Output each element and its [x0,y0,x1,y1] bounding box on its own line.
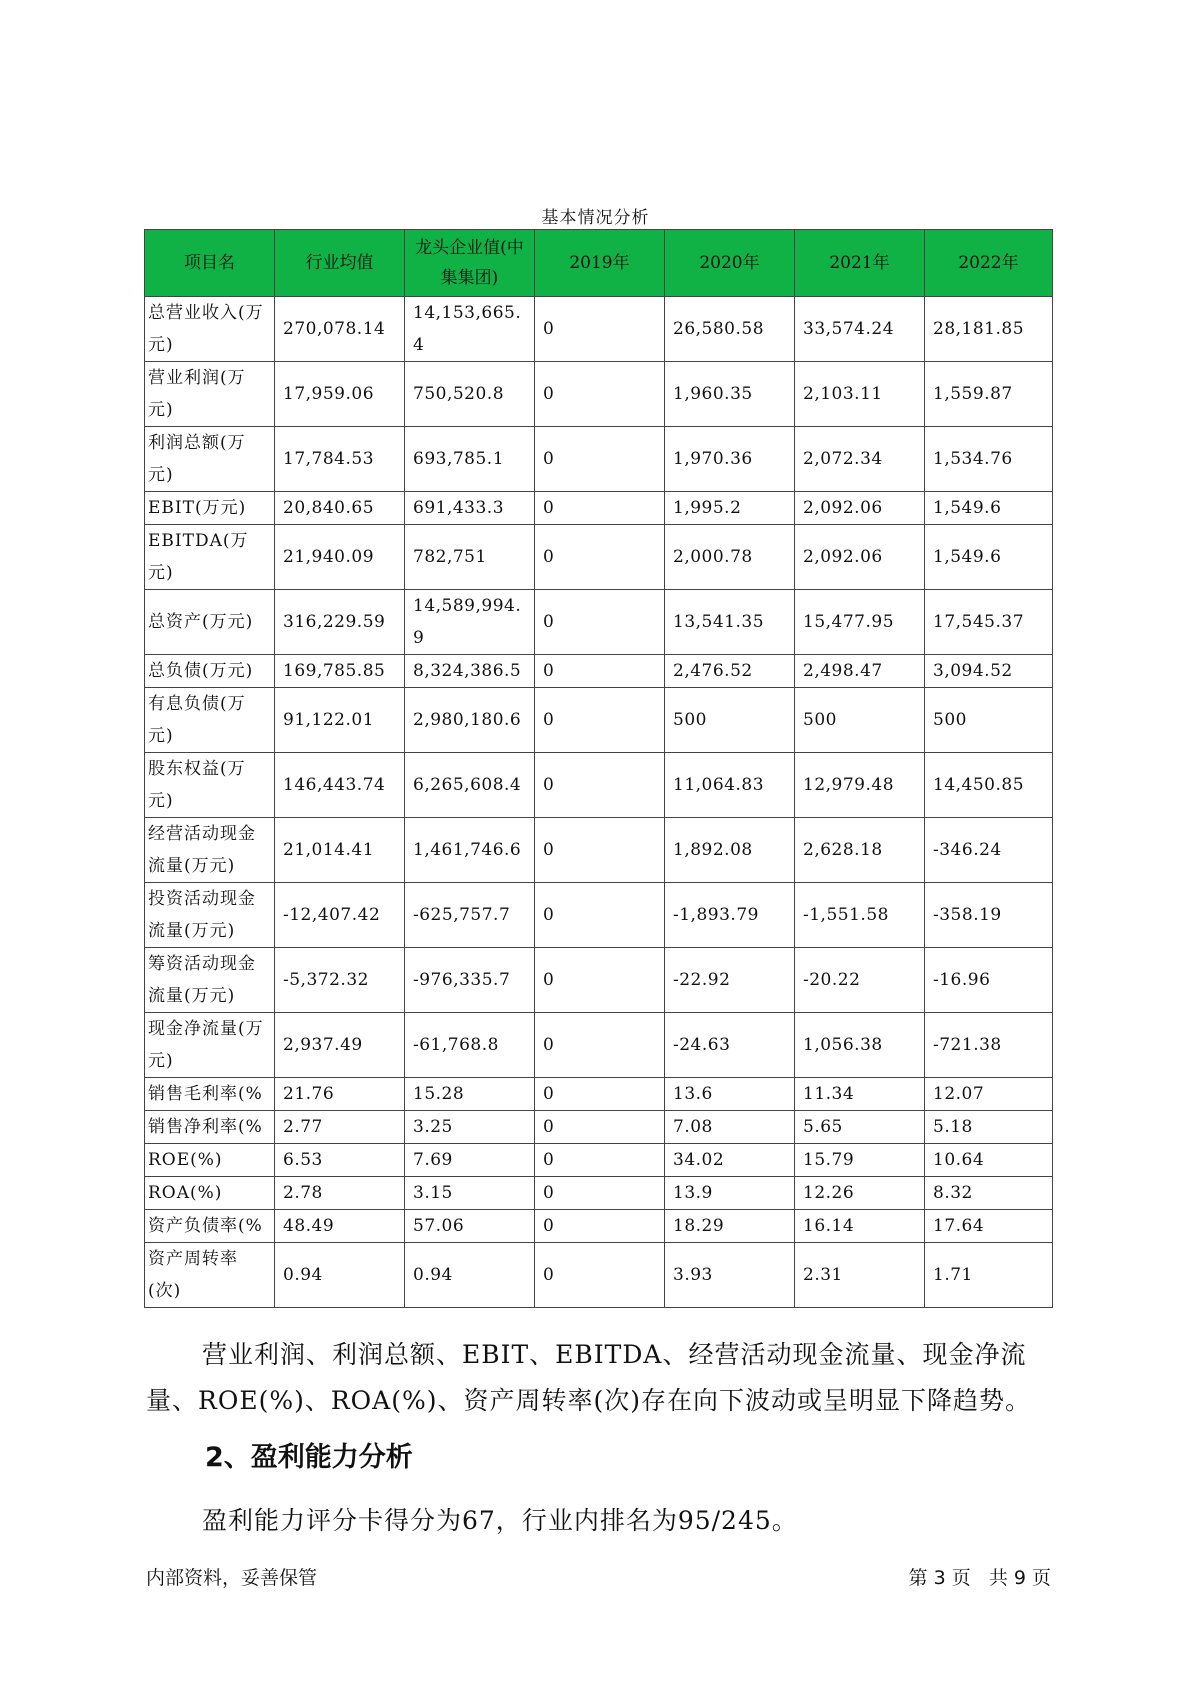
score-paragraph: 盈利能力评分卡得分为67，行业内排名为95/245。 [202,1506,798,1535]
table-cell: 1,995.2 [665,492,795,525]
table-cell: 57.06 [405,1210,535,1243]
table-cell: 91,122.01 [275,688,405,753]
table-cell: 48.49 [275,1210,405,1243]
table-cell: 12.26 [795,1177,925,1210]
table-row [145,427,1053,492]
row-label: 利润总额(万元) [145,427,275,492]
table-cell: 14,153,665.4 [405,297,535,362]
table-cell: 1,892.08 [665,818,795,883]
row-label: EBIT(万元) [145,492,275,525]
table-row [145,1177,1053,1210]
row-label: 资产周转率(次) [145,1243,275,1308]
table-cell: 0 [535,818,665,883]
row-label: 有息负债(万元) [145,688,275,753]
table-cell: 146,443.74 [275,753,405,818]
table-row [145,297,1053,362]
table-cell: -61,768.8 [405,1013,535,1078]
table-cell: 0 [535,1078,665,1111]
table-cell: 0 [535,948,665,1013]
table-cell: -1,551.58 [795,883,925,948]
table-cell: 0 [535,688,665,753]
table-cell: 15,477.95 [795,590,925,655]
row-label: 总负债(万元) [145,655,275,688]
table-cell: 500 [925,688,1053,753]
header-industry-avg: 行业均值 [275,230,405,297]
header-2022: 2022年 [925,230,1053,297]
table-cell: 12.07 [925,1078,1053,1111]
table-cell: 0 [535,590,665,655]
table-cell: -721.38 [925,1013,1053,1078]
table-cell: 316,229.59 [275,590,405,655]
table-cell: 16.14 [795,1210,925,1243]
row-label: 资产负债率(% [145,1210,275,1243]
table-cell: 2,498.47 [795,655,925,688]
table-cell: 2,980,180.6 [405,688,535,753]
table-cell: 1,549.6 [925,525,1053,590]
table-cell: -5,372.32 [275,948,405,1013]
table-cell: 0 [535,525,665,590]
table-cell: 2,628.18 [795,818,925,883]
table-cell: 691,433.3 [405,492,535,525]
table-cell: 782,751 [405,525,535,590]
table-cell: 0 [535,1013,665,1078]
table-cell: 8.32 [925,1177,1053,1210]
table-cell: 2,103.11 [795,362,925,427]
row-label: 投资活动现金流量(万元) [145,883,275,948]
table-cell: -20.22 [795,948,925,1013]
header-item-name: 项目名 [145,230,275,297]
table-cell: 0 [535,883,665,948]
row-label: 总资产(万元) [145,590,275,655]
table-cell: -24.63 [665,1013,795,1078]
table-cell: 7.08 [665,1111,795,1144]
table-row [145,590,1053,655]
row-label: 经营活动现金流量(万元) [145,818,275,883]
table-cell: 17.64 [925,1210,1053,1243]
table-row [145,525,1053,590]
table-cell: 11,064.83 [665,753,795,818]
table-cell: 2,476.52 [665,655,795,688]
table-cell: 270,078.14 [275,297,405,362]
table-row [145,1111,1053,1144]
header-2019: 2019年 [535,230,665,297]
row-label: 筹资活动现金流量(万元) [145,948,275,1013]
table-cell: 0 [535,427,665,492]
header-2021: 2021年 [795,230,925,297]
table-cell: 21.76 [275,1078,405,1111]
table-cell: -625,757.7 [405,883,535,948]
row-label: 销售毛利率(% [145,1078,275,1111]
table-cell: 15.28 [405,1078,535,1111]
table-cell: 3.15 [405,1177,535,1210]
table-cell: 21,940.09 [275,525,405,590]
table-cell: 0 [535,492,665,525]
table-cell: 34.02 [665,1144,795,1177]
table-cell: 8,324,386.5 [405,655,535,688]
table-cell: 26,580.58 [665,297,795,362]
table-cell: -12,407.42 [275,883,405,948]
table-row [145,818,1053,883]
table-cell: 1,960.35 [665,362,795,427]
summary-paragraph: 营业利润、利润总额、EBIT、EBITDA、经营活动现金流量、现金净流量、ROE(%)、ROA(%)、资产周转率(次)存在向下波动或呈明显下降趋势。 [146,1340,1031,1415]
row-label: 营业利润(万元) [145,362,275,427]
table-cell: 1,970.36 [665,427,795,492]
table-row [145,655,1053,688]
table-cell: 2,092.06 [795,492,925,525]
table-row [145,688,1053,753]
table-cell: 13,541.35 [665,590,795,655]
table-cell: 17,545.37 [925,590,1053,655]
header-2020: 2020年 [665,230,795,297]
table-cell: 17,784.53 [275,427,405,492]
table-cell: 3.25 [405,1111,535,1144]
table-cell: 5.65 [795,1111,925,1144]
table-cell: 1,549.6 [925,492,1053,525]
table-cell: 0 [535,297,665,362]
table-row [145,948,1053,1013]
table-cell: 0 [535,1210,665,1243]
table-cell: 7.69 [405,1144,535,1177]
table-cell: 13.9 [665,1177,795,1210]
table-cell: 0.94 [405,1243,535,1308]
footer-page-number: 第 3 页 共 9 页 [908,1567,1051,1589]
table-cell: -346.24 [925,818,1053,883]
row-label: ROE(%) [145,1144,275,1177]
table-cell: 693,785.1 [405,427,535,492]
table-cell: 17,959.06 [275,362,405,427]
table-cell: 750,520.8 [405,362,535,427]
row-label: 股东权益(万元) [145,753,275,818]
table-cell: 2,072.34 [795,427,925,492]
table-cell: 169,785.85 [275,655,405,688]
table-row [145,883,1053,948]
table-cell: 1,461,746.6 [405,818,535,883]
table-cell: 0.94 [275,1243,405,1308]
table-row [145,753,1053,818]
row-label: EBITDA(万元) [145,525,275,590]
table-cell: 20,840.65 [275,492,405,525]
basic-analysis-table [144,229,1053,1308]
table-cell: 500 [795,688,925,753]
row-label: 总营业收入(万元) [145,297,275,362]
table-cell: 500 [665,688,795,753]
table-cell: 0 [535,1111,665,1144]
table-cell: 0 [535,753,665,818]
header-leader-value: 龙头企业值(中集集团) [405,230,535,297]
table-header-row [145,230,1053,297]
table-cell: 11.34 [795,1078,925,1111]
table-cell: 2.78 [275,1177,405,1210]
table-cell: 21,014.41 [275,818,405,883]
table-row [145,362,1053,427]
table-cell: 2.77 [275,1111,405,1144]
table-cell: -1,893.79 [665,883,795,948]
table-cell: 15.79 [795,1144,925,1177]
table-row [145,1210,1053,1243]
table-cell: 1.71 [925,1243,1053,1308]
table-caption: 基本情况分析 [541,208,650,228]
table-row [145,1144,1053,1177]
table-cell: 2,937.49 [275,1013,405,1078]
table-cell: 0 [535,362,665,427]
footer-confidential: 内部资料，妥善保管 [146,1567,318,1589]
table-cell: 2,092.06 [795,525,925,590]
table-cell: -22.92 [665,948,795,1013]
table-cell: 3,094.52 [925,655,1053,688]
table-row [145,1013,1053,1078]
table-cell: 0 [535,1144,665,1177]
row-label: 销售净利率(% [145,1111,275,1144]
table-cell: 0 [535,655,665,688]
table-row [145,492,1053,525]
table-row [145,1078,1053,1111]
table-cell: 18.29 [665,1210,795,1243]
table-cell: 28,181.85 [925,297,1053,362]
table-cell: 3.93 [665,1243,795,1308]
table-cell: 2,000.78 [665,525,795,590]
table-cell: 12,979.48 [795,753,925,818]
table-cell: 1,534.76 [925,427,1053,492]
table-cell: 14,589,994.9 [405,590,535,655]
table-cell: 1,559.87 [925,362,1053,427]
table-cell: -358.19 [925,883,1053,948]
section-heading: 2、盈利能力分析 [205,1442,413,1473]
table-cell: 6,265,608.4 [405,753,535,818]
table-cell: 6.53 [275,1144,405,1177]
table-cell: -976,335.7 [405,948,535,1013]
table-cell: 0 [535,1243,665,1308]
table-cell: 0 [535,1177,665,1210]
table-cell: 1,056.38 [795,1013,925,1078]
table-cell: 5.18 [925,1111,1053,1144]
row-label: ROA(%) [145,1177,275,1210]
table-cell: -16.96 [925,948,1053,1013]
table-cell: 14,450.85 [925,753,1053,818]
table-row [145,1243,1053,1308]
row-label: 现金净流量(万元) [145,1013,275,1078]
table-cell: 2.31 [795,1243,925,1308]
table-cell: 10.64 [925,1144,1053,1177]
table-cell: 33,574.24 [795,297,925,362]
table-cell: 13.6 [665,1078,795,1111]
